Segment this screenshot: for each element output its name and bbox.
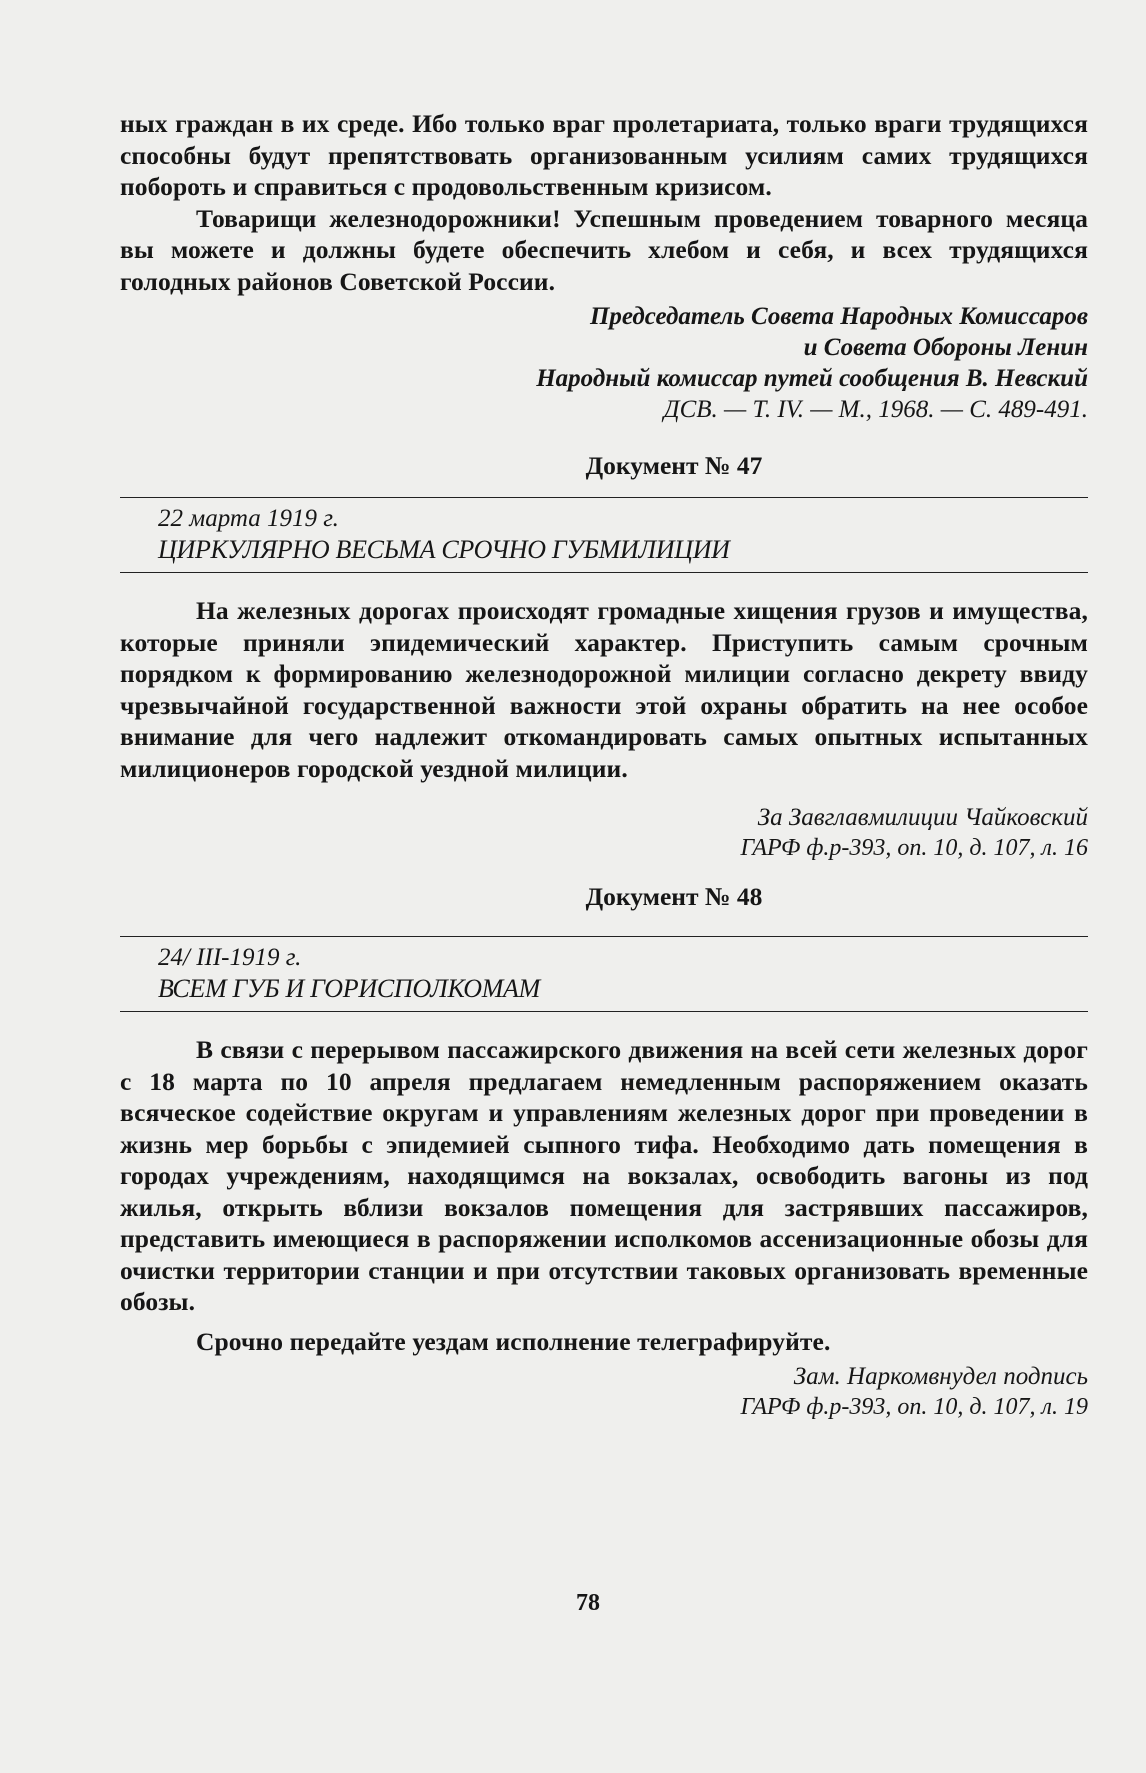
page-number: 78 xyxy=(576,1590,600,1616)
doc47-signature: За Завглавмилиции Чайковский xyxy=(757,804,1088,831)
doc48-signature: Зам. Наркомвнудел подпись xyxy=(793,1363,1088,1390)
intro-signature-line-3: Народный комиссар путей сообщения В. Невский xyxy=(536,365,1088,392)
doc47-rule-top xyxy=(120,497,1088,498)
doc47-source: ГАРФ ф.р-393, оп. 10, д. 107, л. 16 xyxy=(740,835,1088,861)
doc48-title: Документ № 48 xyxy=(585,882,763,911)
doc47-rule-bottom xyxy=(120,572,1088,573)
intro-source: ДСВ. — Т. IV. — М., 1968. — С. 489-491. xyxy=(663,396,1088,423)
doc48-rule-top xyxy=(120,936,1088,937)
doc47-date: 22 марта 1919 г. xyxy=(158,505,339,532)
page-content xyxy=(120,108,1088,1423)
intro-paragraph-2: Товарищи железнодорожники! Успешным проведением товарного месяца вы можете и должны будете обеспечить хлебом и себя, и всех трудящихся голодных районов Советской России. xyxy=(120,203,1088,296)
doc48-date: 24/ III-1919 г. xyxy=(158,944,302,971)
doc48-body-paragraph-2: Срочно передайте уездам исполнение телеграфируйте. xyxy=(196,1326,831,1356)
doc48-source: ГАРФ ф.р-393, оп. 10, д. 107, л. 19 xyxy=(740,1394,1088,1420)
intro-paragraph-1: ных граждан в их среде. Ибо только враг пролетариата, только враги трудящихся способны будут препятствовать организованным усилиям самих трудящихся побороть и справиться с продовольственным кризисом. xyxy=(120,109,1088,201)
doc47-title: Документ № 47 xyxy=(585,451,763,480)
doc48-body-paragraph-1: В связи с перерывом пассажирского движения на всей сети железных дорог с 18 марта по 10 апреля предлагаем немедленным распоряжением оказать всяческое содействие округам и управлениям железных дорог при проведении в жизнь мер борьбы с эпидемией сыпного тифа. Необходимо дать помещения в городах учреждениям, находящимся на вокзалах, освободить вагоны из под жилья, открыть вблизи вокзалов помещения для застрявших пассажиров, представить имеющиеся в распоряжении исполкомов ассенизационные обозы для очистки территории станции и при отсутствии таковых организовать временные обозы. xyxy=(120,1035,1088,1316)
doc47-heading: ЦИРКУЛЯРНО ВЕСЬМА СРОЧНО ГУБМИЛИЦИИ xyxy=(158,535,730,564)
doc48-rule-bottom xyxy=(120,1011,1088,1012)
intro-signature-line-1: Председатель Совета Народных Комиссаров xyxy=(589,303,1088,330)
doc47-body: На железных дорогах происходят громадные хищения грузов и имущества, которые приняли эпидемический характер. Приступить самым срочным порядком к формированию железнодорожной милиции согласно декрету ввиду чрезвычайной государственной важности этой охраны обратить на нее особое внимание для чего надлежит откомандировать самых опытных испытанных милиционеров городской уездной милиции. xyxy=(120,596,1088,783)
doc48-heading: ВСЕМ ГУБ И ГОРИСПОЛКОМАМ xyxy=(158,974,541,1003)
intro-signature-line-2: и Совета Обороны Ленин xyxy=(803,334,1088,361)
